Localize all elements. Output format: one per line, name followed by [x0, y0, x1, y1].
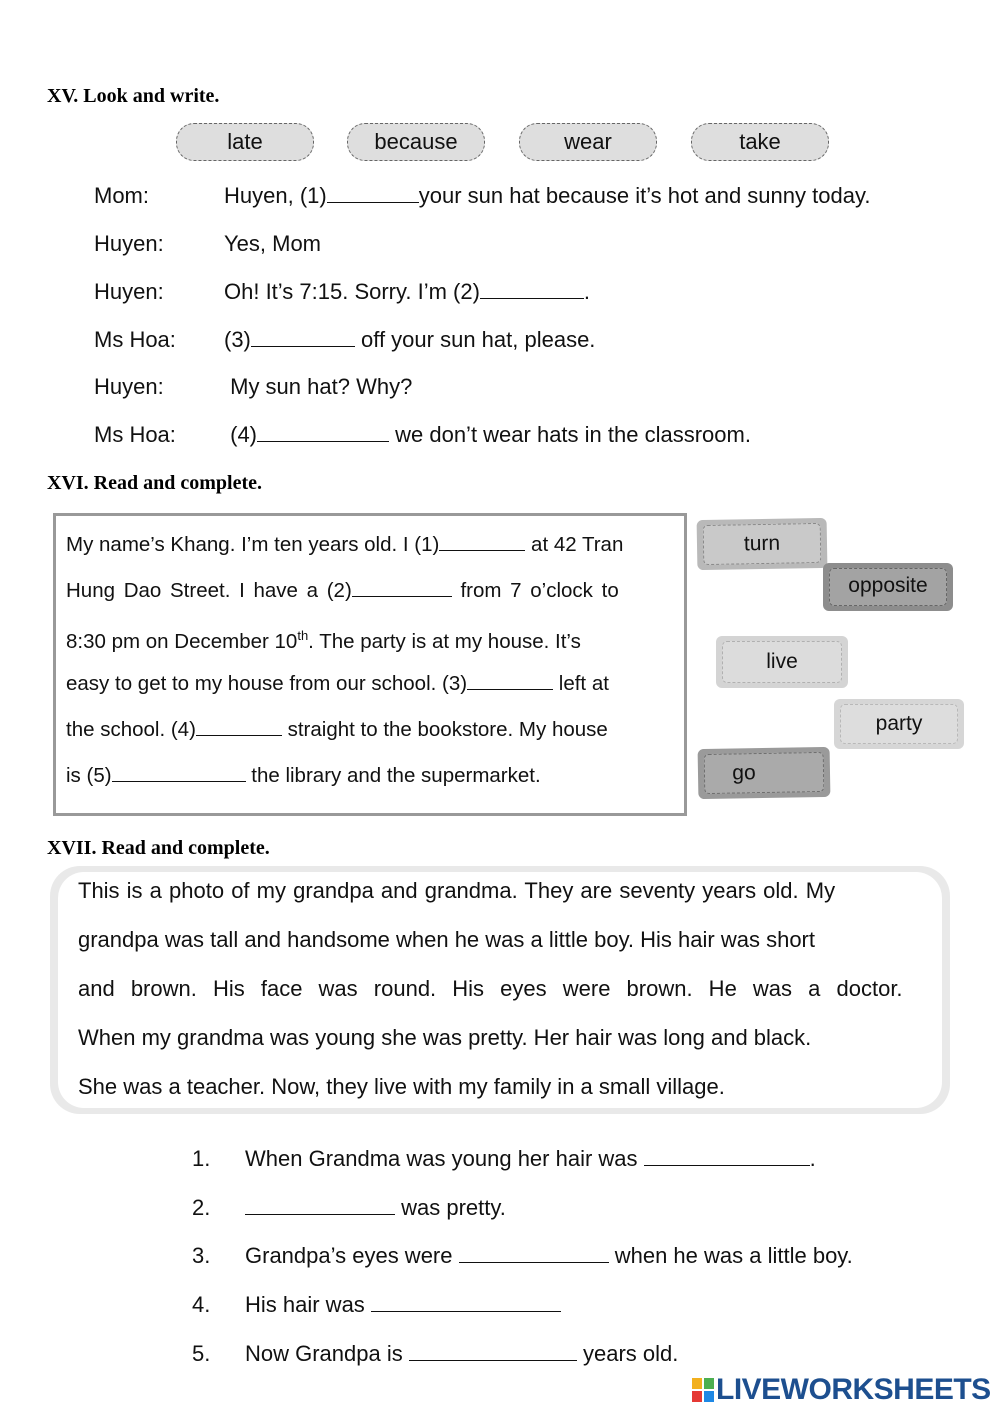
- dialogue-text: .: [583, 279, 591, 304]
- word-bank-chip: because: [347, 123, 485, 161]
- question-number: 5.: [192, 1341, 211, 1366]
- question-row: [192, 1144, 912, 1176]
- answer-blank[interactable]: [352, 576, 452, 597]
- reading-line: [66, 576, 619, 605]
- superscript: th: [297, 628, 309, 643]
- question-row: [192, 1241, 952, 1273]
- reading-text: My name’s Khang. I’m ten years old. I (1): [66, 533, 440, 556]
- dialogue-text: Oh! It’s 7:15. Sorry. I’m (2): [224, 279, 480, 304]
- passage-line: When my grandma was young she was pretty. Her hair was long and black.: [78, 1025, 812, 1050]
- answer-blank[interactable]: [371, 1291, 561, 1312]
- question-text: when he was a little boy.: [608, 1243, 853, 1268]
- reading-line: [66, 715, 608, 744]
- question-number: 4.: [192, 1292, 211, 1317]
- question-number: 1.: [192, 1146, 211, 1171]
- reading-text: easy to get to my house from our school. (3): [66, 672, 468, 695]
- word-tag-go[interactable]: go: [698, 747, 831, 799]
- reading-text: the school. (4): [66, 718, 196, 741]
- question-text: His hair was: [245, 1292, 371, 1317]
- dialogue-text: Huyen, (1): [224, 183, 327, 208]
- dialogue-text: we don’t wear hats in the classroom.: [389, 422, 751, 447]
- answer-blank[interactable]: [257, 421, 389, 442]
- reading-text: the library and the supermarket.: [245, 764, 541, 787]
- dialogue-text: Yes, Mom: [224, 231, 322, 256]
- dialogue-text: off your sun hat, please.: [354, 327, 596, 352]
- question-text: years old.: [576, 1341, 679, 1366]
- question-text: .: [809, 1146, 816, 1171]
- question-text: was pretty.: [395, 1195, 506, 1220]
- answer-blank[interactable]: [644, 1145, 810, 1166]
- reading-text: left at: [553, 672, 609, 695]
- dialogue-text: your sun hat because it’s hot and sunny today.: [418, 183, 871, 208]
- word-tag-turn[interactable]: turn: [697, 518, 828, 570]
- question-text: When Grandma was young her hair was: [245, 1146, 644, 1171]
- word-bank-chip: wear: [519, 123, 657, 161]
- reading-text: . The party is at my house. It’s: [308, 629, 581, 653]
- reading-line: [66, 761, 541, 790]
- reading-line: [66, 622, 581, 656]
- dialogue-text: (3): [224, 327, 251, 352]
- answer-blank[interactable]: [112, 761, 246, 782]
- section-17-heading: XVII. Read and complete.: [47, 837, 270, 859]
- answer-blank[interactable]: [439, 530, 525, 551]
- section-15-heading: XV. Look and write.: [47, 85, 220, 107]
- brand-wordmark: LIVEWORKSHEETS: [716, 1373, 991, 1406]
- answer-blank[interactable]: [467, 669, 553, 690]
- reading-text: Hung Dao Street. I have a (2): [66, 579, 352, 602]
- passage-line: and brown. His face was round. His eyes were brown. He was a doctor.: [78, 976, 903, 1001]
- answer-blank[interactable]: [327, 182, 419, 203]
- speaker-label: Mom:: [94, 183, 149, 208]
- word-tag-party[interactable]: party: [834, 699, 964, 749]
- speaker-label: Huyen:: [94, 279, 164, 304]
- answer-blank[interactable]: [245, 1194, 395, 1215]
- reading-text: is (5): [66, 764, 112, 787]
- speaker-label: Huyen:: [94, 231, 164, 256]
- question-text: Now Grandpa is: [245, 1341, 409, 1366]
- passage-line: She was a teacher. Now, they live with my family in a small village.: [78, 1074, 725, 1099]
- reading-text: 8:30 pm on December 10: [66, 629, 298, 653]
- word-tag-opposite[interactable]: opposite: [823, 563, 953, 611]
- dialogue-text: (4): [224, 422, 257, 447]
- question-row: [192, 1290, 912, 1322]
- dialogue-text: My sun hat? Why?: [224, 374, 413, 399]
- question-text: Grandpa’s eyes were: [245, 1243, 459, 1268]
- word-bank-chip: take: [691, 123, 829, 161]
- speaker-label: Huyen:: [94, 374, 164, 399]
- reading-line: [66, 669, 609, 698]
- reading-text: straight to the bookstore. My house: [281, 718, 608, 741]
- speaker-label: Ms Hoa:: [94, 422, 176, 447]
- answer-blank[interactable]: [459, 1242, 609, 1263]
- answer-blank[interactable]: [480, 278, 584, 299]
- answer-blank[interactable]: [251, 326, 355, 347]
- reading-text: at 42 Tran: [525, 533, 624, 556]
- question-number: 3.: [192, 1243, 211, 1268]
- answer-blank[interactable]: [409, 1340, 577, 1361]
- liveworksheets-logo-icon: [692, 1378, 714, 1402]
- section-16-heading: XVI. Read and complete.: [47, 472, 262, 494]
- question-row: [192, 1339, 912, 1371]
- passage-line: This is a photo of my grandpa and grandma. They are seventy years old. My: [78, 878, 836, 903]
- question-number: 2.: [192, 1195, 211, 1220]
- reading-text: from 7 o’clock to: [451, 579, 619, 602]
- word-bank-chip: late: [176, 123, 314, 161]
- word-tag-live[interactable]: live: [716, 636, 848, 688]
- answer-blank[interactable]: [196, 715, 282, 736]
- passage-line: grandpa was tall and handsome when he was a little boy. His hair was short: [78, 927, 815, 952]
- speaker-label: Ms Hoa:: [94, 327, 176, 352]
- reading-line: [66, 530, 623, 559]
- question-row: [192, 1193, 912, 1225]
